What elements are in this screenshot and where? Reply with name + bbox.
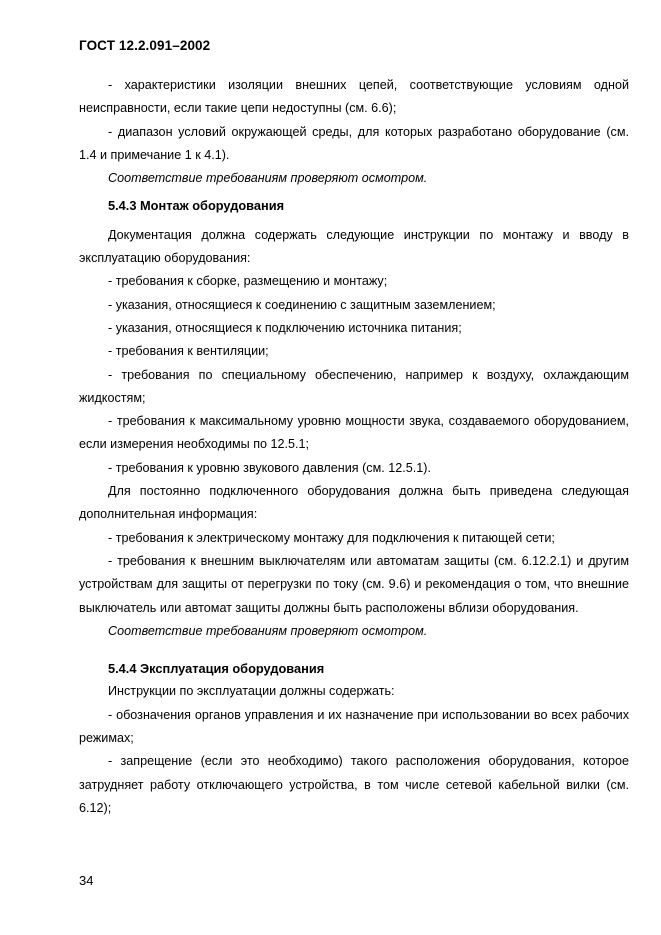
- section-intro: Инструкции по эксплуатации должны содержать:: [108, 684, 395, 699]
- list-item: - требования по специальному обеспечению, например к воздуху, охлаждающим жидкостям;: [79, 367, 629, 405]
- section-intro: Документация должна содержать следующие инструкции по монтажу и вводу в эксплуатацию оборудования:: [79, 227, 629, 266]
- page-number: 34: [79, 873, 94, 888]
- list-item: - обозначения органов управления и их назначение при использовании во всех рабочих режимах;: [79, 707, 629, 746]
- list-item: - указания, относящиеся к подключению источника питания;: [108, 320, 462, 335]
- document-header: ГОСТ 12.2.091–2002: [79, 38, 211, 53]
- compliance-note: Соответствие требованиям проверяют осмотром.: [108, 171, 428, 186]
- list-item: - требования к уровню звукового давления (см. 12.5.1).: [108, 460, 431, 475]
- section-heading-5-4-4: 5.4.4 Эксплуатация оборудования: [108, 661, 325, 677]
- list-item: - запрещение (если это необходимо) такого расположения оборудования, которое затрудняет работу отключающего устройства, в том числе сетевой кабельной вилки (см. 6.12);: [79, 754, 629, 815]
- list-item: - указания, относящиеся к соединению с защитным заземлением;: [108, 297, 496, 312]
- document-body: [79, 74, 629, 820]
- list-item: - требования к максимальному уровню мощности звука, создаваемого оборудованием, если измерения необходимы по 12.5.1;: [79, 414, 629, 452]
- list-item: - требования к вентиляции;: [108, 344, 269, 359]
- list-item: - требования к внешним выключателям или автоматам защиты (см. 6.12.2.1) и другим устройствам для защиты от перегрузки по току (см. 9.6) и рекомендация о том, что внешние выключатель или автомат защиты должны быть расположены вблизи оборудования.: [79, 553, 629, 615]
- section-heading-5-4-3: 5.4.3 Монтаж оборудования: [108, 198, 285, 214]
- permanent-equipment-intro: Для постоянно подключенного оборудования должна быть приведена следующая дополнительная информация:: [79, 484, 629, 522]
- compliance-note: Соответствие требованиям проверяют осмотром.: [108, 623, 428, 638]
- list-item: - требования к сборке, размещению и монтажу;: [108, 274, 388, 289]
- list-item: - требования к электрическому монтажу для подключения к питающей сети;: [108, 530, 555, 545]
- list-item: - диапазон условий окружающей среды, для которых разработано оборудование (см. 1.4 и примечание 1 к 4.1).: [79, 124, 629, 162]
- list-item: - характеристики изоляции внешних цепей, соответствующие условиям одной неисправности, если такие цепи недоступны (см. 6.6);: [79, 78, 629, 116]
